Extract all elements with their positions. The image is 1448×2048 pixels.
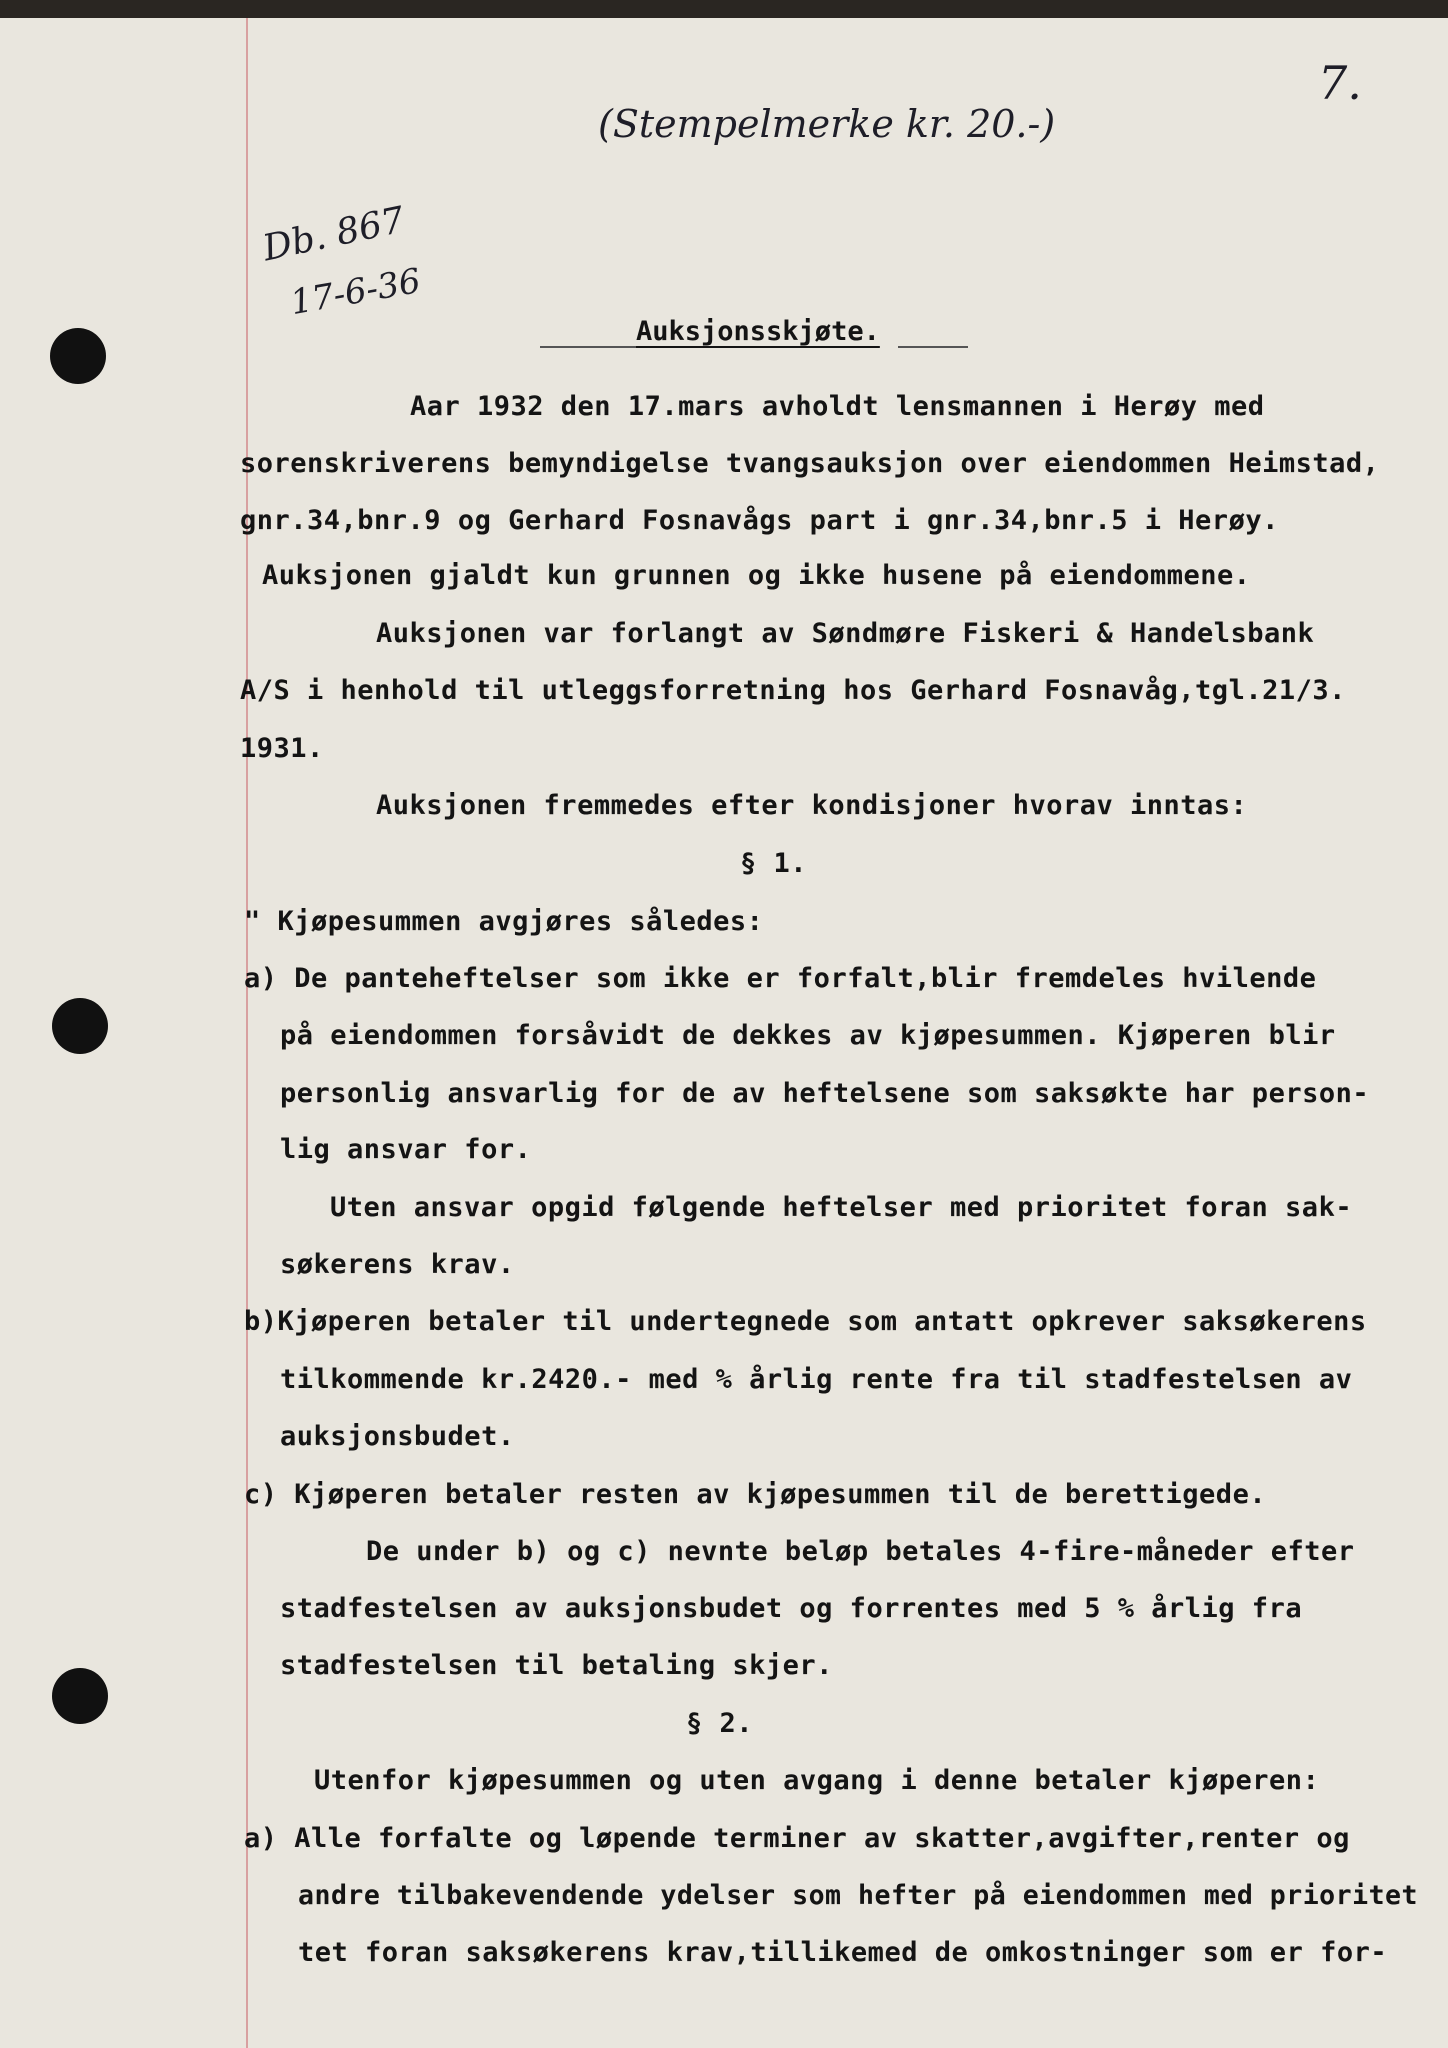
text-line: lig ansvar for.: [280, 1134, 532, 1165]
text-line: stadfestelsen av auksjonsbudet og forrentes med 5 % årlig fra: [280, 1593, 1303, 1624]
text-line: A/S i henhold til utleggsforretning hos Gerhard Fosnavåg,tgl.21/3.: [240, 675, 1346, 706]
text-line: Auksjonen fremmedes efter kondisjoner hvorav inntas:: [376, 790, 1248, 821]
text-line: sorenskriverens bemyndigelse tvangsauksjon over eiendommen Heimstad,: [240, 448, 1380, 479]
punch-hole-top: [50, 328, 106, 384]
text-line: auksjonsbudet.: [280, 1421, 515, 1452]
text-line: gnr.34,bnr.9 og Gerhard Fosnavågs part i gnr.34,bnr.5 i Herøy.: [240, 505, 1279, 536]
registry-number: Db. 867: [259, 199, 409, 270]
document-page: [0, 18, 1448, 2048]
page-number: 7.: [1318, 56, 1362, 110]
title-rule-right: [898, 346, 968, 348]
text-line: Auksjonen gjaldt kun grunnen og ikke husene på eiendommene.: [262, 560, 1251, 591]
text-line: Utenfor kjøpesummen og uten avgang i denne betaler kjøperen:: [314, 1765, 1320, 1796]
section-heading: § 2.: [686, 1708, 754, 1739]
text-line: b)Kjøperen betaler til undertegnede som antatt opkrever saksøkerens: [244, 1306, 1367, 1337]
section-heading: § 1.: [740, 848, 808, 879]
text-line: Auksjonen var forlangt av Søndmøre Fiskeri & Handelsbank: [376, 618, 1315, 649]
title-rule-left: [540, 346, 638, 348]
stamp-note: (Stempelmerke kr. 20.-): [598, 102, 1056, 146]
document-title: Auksjonsskjøte.: [636, 316, 880, 347]
text-line: på eiendommen forsåvidt de dekkes av kjøpesummen. Kjøperen blir: [280, 1020, 1336, 1051]
text-line: 1931.: [240, 733, 324, 764]
text-line: Uten ansvar opgid følgende heftelser med prioritet foran sak-: [330, 1192, 1353, 1223]
punch-hole-bottom: [52, 1668, 108, 1724]
text-line: " Kjøpesummen avgjøres således:: [244, 906, 764, 937]
text-line: Aar 1932 den 17.mars avholdt lensmannen i Herøy med: [410, 391, 1265, 422]
text-line: søkerens krav.: [280, 1249, 515, 1280]
text-line: stadfestelsen til betaling skjer.: [280, 1650, 833, 1681]
text-line: c) Kjøperen betaler resten av kjøpesummen til de berettigede.: [244, 1479, 1267, 1510]
text-line: tilkommende kr.2420.- med % årlig rente fra til stadfestelsen av: [280, 1364, 1353, 1395]
text-line: a) Alle forfalte og løpende terminer av skatter,avgifter,renter og: [244, 1823, 1350, 1854]
text-line: tet foran saksøkerens krav,tillikemed de omkostninger som er for-: [298, 1937, 1388, 1968]
text-line: De under b) og c) nevnte beløp betales 4-fire-måneder efter: [366, 1536, 1355, 1567]
margin-rule: [246, 18, 248, 2048]
text-line: a) De panteheftelser som ikke er forfalt,blir fremdeles hvilende: [244, 963, 1317, 994]
punch-hole-middle: [52, 998, 108, 1054]
registry-date: 17-6-36: [287, 260, 424, 324]
text-line: personlig ansvarlig for de av heftelsene som saksøkte har person-: [280, 1078, 1370, 1109]
text-line: andre tilbakevendende ydelser som hefter på eiendommen med prioritet: [298, 1880, 1419, 1911]
